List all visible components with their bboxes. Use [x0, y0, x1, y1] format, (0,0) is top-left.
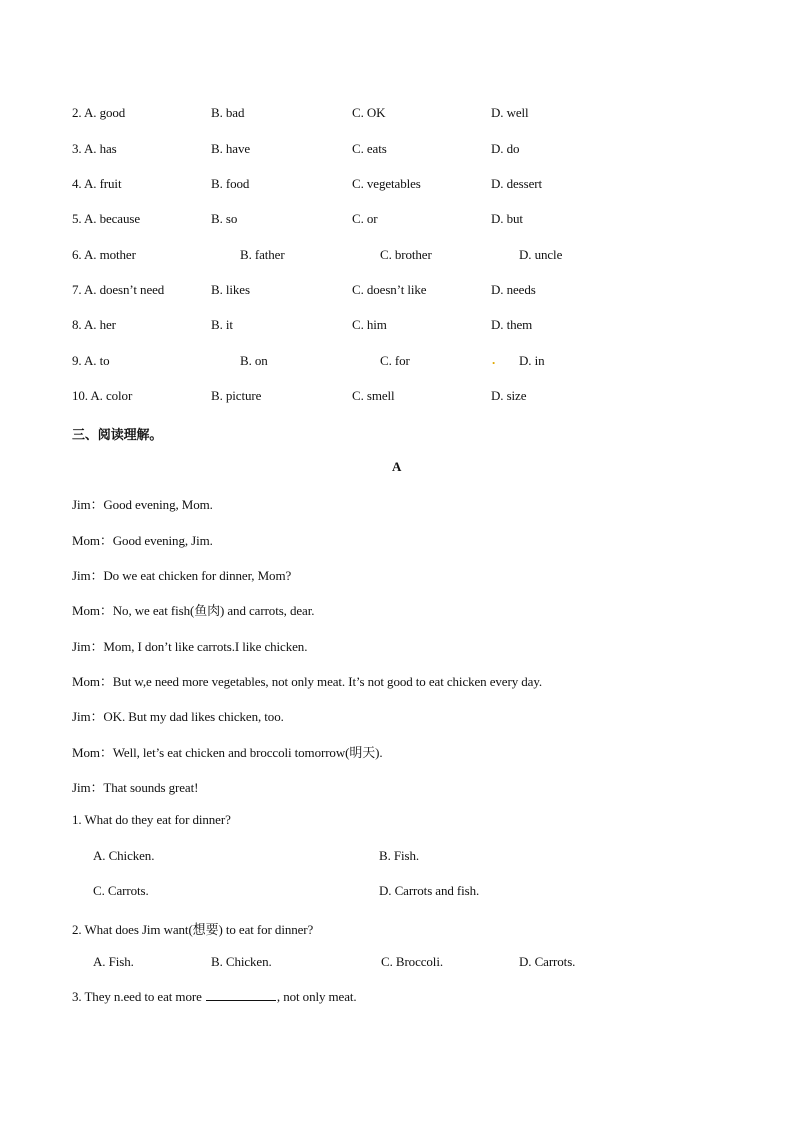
question-1-option-b: B. Fish. [379, 848, 420, 863]
option-b: B. so [211, 211, 238, 226]
question-2-option-d: D. Carrots. [519, 954, 576, 969]
option-a: 10. A. color [72, 388, 133, 403]
question-1-stem: 1. What do they eat for dinner? [72, 812, 231, 827]
option-b: B. bad [211, 105, 245, 120]
dialogue-line: Jim：OK. But my dad likes chicken, too. [72, 709, 284, 724]
option-a: 4. A. fruit [72, 176, 122, 191]
question-2-option-c: C. Broccoli. [381, 954, 443, 969]
option-c: C. for [380, 353, 410, 368]
option-d: D. dessert [491, 176, 542, 191]
option-a: 3. A. has [72, 141, 117, 156]
dialogue-line: Mom：No, we eat fish(鱼肉) and carrots, dear. [72, 603, 315, 618]
option-a: 8. A. her [72, 317, 116, 332]
option-a: 9. A. to [72, 353, 110, 368]
question-1-option-a: A. Chicken. [93, 848, 155, 863]
stray-dot-mark: . [492, 352, 496, 367]
option-d: D. do [491, 141, 520, 156]
option-c: C. eats [352, 141, 387, 156]
question-2-stem: 2. What does Jim want(想要) to eat for dinner? [72, 922, 314, 937]
option-row-7 [0, 282, 794, 302]
option-row-10 [0, 388, 794, 408]
option-c: C. doesn’t like [352, 282, 427, 297]
dialogue-line: Jim：Good evening, Mom. [72, 497, 213, 512]
option-c: C. vegetables [352, 176, 421, 191]
option-b: B. likes [211, 282, 250, 297]
option-b: B. food [211, 176, 250, 191]
option-a: 2. A. good [72, 105, 126, 120]
option-c: C. him [352, 317, 387, 332]
question-1-option-c: C. Carrots. [93, 883, 149, 898]
option-d: D. in [519, 353, 545, 368]
answer-blank [206, 989, 276, 1001]
option-row-3 [0, 141, 794, 161]
dialogue-line: Mom：Well, let’s eat chicken and broccoli tomorrow(明天). [72, 745, 383, 760]
option-a: 6. A. mother [72, 247, 136, 262]
option-a: 7. A. doesn’t need [72, 282, 165, 297]
option-a: 5. A. because [72, 211, 141, 226]
option-c: C. brother [380, 247, 432, 262]
option-b: B. have [211, 141, 251, 156]
option-d: D. but [491, 211, 523, 226]
option-d: D. them [491, 317, 533, 332]
option-d: D. uncle [519, 247, 563, 262]
option-d: D. needs [491, 282, 536, 297]
section-title: 三、阅读理解。 [72, 428, 163, 443]
option-d: D. size [491, 388, 527, 403]
option-row-5 [0, 211, 794, 231]
option-d: D. well [491, 105, 529, 120]
option-row-4 [0, 176, 794, 196]
dialogue-line: Jim：That sounds great! [72, 780, 199, 795]
dialogue-line: Jim：Do we eat chicken for dinner, Mom? [72, 568, 292, 583]
option-b: B. it [211, 317, 233, 332]
question-2-option-a: A. Fish. [93, 954, 134, 969]
dialogue-line: Mom：But w,e need more vegetables, not only meat. It’s not good to eat chicken every day. [72, 674, 543, 689]
option-b: B. on [240, 353, 268, 368]
question-3-stem-start: 3. They n.eed to eat more [72, 989, 202, 1004]
question-3-stem-end: , not only meat. [276, 989, 357, 1004]
dialogue-line: Jim：Mom, I don’t like carrots.I like chicken. [72, 639, 308, 654]
option-row-8 [0, 317, 794, 337]
question-1-option-d: D. Carrots and fish. [379, 883, 480, 898]
option-b: B. father [240, 247, 285, 262]
dialogue-line: Mom：Good evening, Jim. [72, 533, 213, 548]
option-row-9 [0, 353, 794, 373]
option-b: B. picture [211, 388, 262, 403]
option-c: C. or [352, 211, 378, 226]
question-2-option-b: B. Chicken. [211, 954, 272, 969]
option-c: C. OK [352, 105, 386, 120]
option-row-6 [0, 247, 794, 267]
question-3-stem [72, 989, 357, 1005]
passage-label: A [392, 459, 402, 474]
option-row-2 [0, 105, 794, 125]
option-c: C. smell [352, 388, 395, 403]
